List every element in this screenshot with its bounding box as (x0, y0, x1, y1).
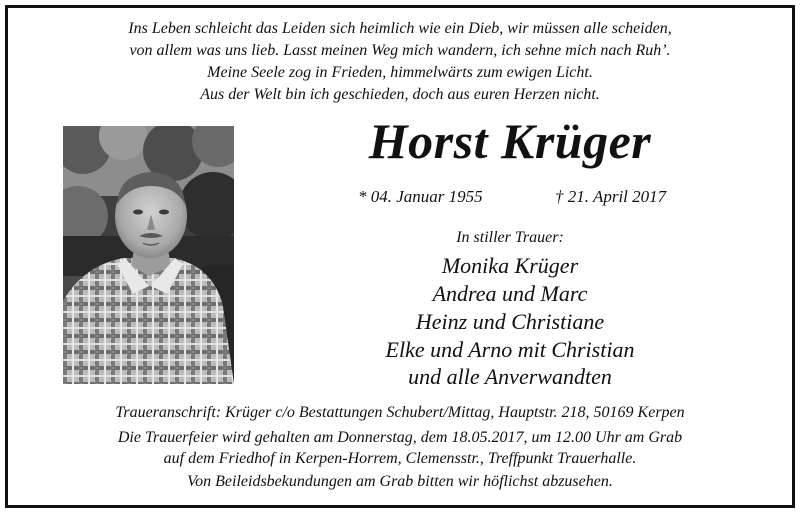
condolence-note: Von Beileidsbekundungen am Grab bitten wir höflichst abzusehen. (187, 473, 613, 490)
portrait-photo (63, 126, 234, 384)
mourner-name: Monika Krüger (441, 253, 579, 278)
deceased-name: Horst Krüger (368, 113, 652, 169)
funeral-info-line-2: auf dem Friedhof in Kerpen-Horrem, Clemensstr., Treffpunkt Trauerhalle. (163, 450, 637, 467)
mourner-name: Andrea und Marc (432, 281, 588, 306)
poem-line-4: Aus der Welt bin ich geschieden, doch aus euren Herzen nicht. (200, 86, 600, 103)
mourner-name: und alle Anverwandten (408, 364, 612, 389)
mourner-name: Heinz und Christiane (415, 309, 605, 334)
mourning-address: Traueranschrift: Krüger c/o Bestattungen Schubert/Mittag, Hauptstr. 218, 50169 Kerpen (115, 404, 685, 421)
mourner-name: Elke und Arno mit Christian (385, 337, 635, 362)
poem-line-3: Meine Seele zog in Frieden, himmelwärts zum ewigen Licht. (207, 64, 593, 81)
death-date: † 21. April 2017 (555, 187, 667, 206)
birth-date: * 04. Januar 1955 (358, 187, 483, 206)
mourning-intro: In stiller Trauer: (456, 229, 564, 246)
funeral-info-line-1: Die Trauerfeier wird gehalten am Donnerstag, dem 18.05.2017, um 12.00 Uhr am Grab (117, 429, 683, 446)
poem-line-2: von allem was uns lieb. Lasst meinen Weg mich wandern, ich sehne mich nach Ruh’. (129, 42, 671, 59)
poem-line-1: Ins Leben schleicht das Leiden sich heimlich wie ein Dieb, wir müssen alle scheiden, (128, 20, 672, 37)
